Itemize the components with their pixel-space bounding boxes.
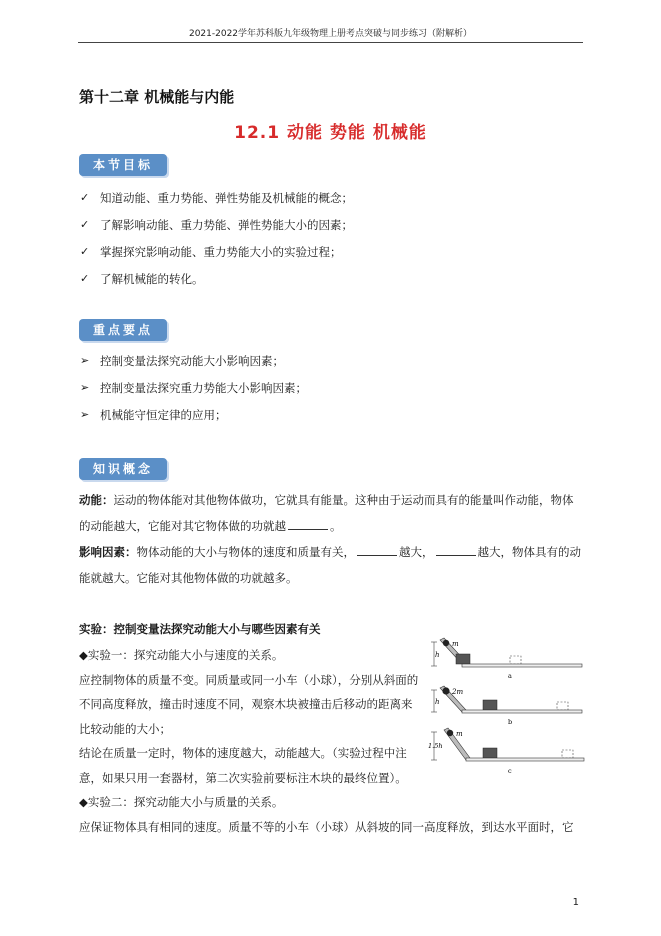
lesson-title: 12.1 动能 势能 机械能 — [234, 123, 427, 143]
arrow-bullet-icon: ➢ — [80, 408, 90, 421]
kinetic-energy-experiment-figure — [428, 634, 586, 776]
fill-blank[interactable] — [288, 517, 328, 530]
goals-list — [80, 189, 353, 297]
mass-label: m — [452, 640, 459, 648]
mass-label: 2m — [452, 688, 464, 696]
height-label: h — [435, 698, 440, 706]
checkmark-icon: ✓ — [80, 245, 90, 258]
figure-panel-b — [431, 686, 582, 726]
panel-caption: b — [508, 718, 513, 726]
page-header: 2021-2022学年苏科版九年级物理上册考点突破与同步练习（附解析） — [78, 26, 583, 43]
experiment-one-text: ◆实验一：探究动能大小与速度的关系。 应控制物体的质量不变。同质量或同一小车（小球），分别从斜面的 不同高度释放，撞击时速度不同，观察木块被撞击后移动的距离来 比较动能的大小； — [79, 643, 424, 741]
ball-icon — [443, 640, 449, 646]
panel-caption: c — [508, 767, 512, 775]
wood-block — [456, 654, 470, 664]
height-label: h — [435, 651, 440, 659]
list-item: ➢ 机械能守恒定律的应用； — [80, 408, 227, 422]
goals-section-badge: 本节目标 — [79, 154, 167, 176]
checkmark-icon: ✓ — [80, 272, 90, 285]
ball-icon — [442, 687, 449, 694]
arrow-bullet-icon: ➢ — [80, 381, 90, 394]
checkmark-icon: ✓ — [80, 191, 90, 204]
keypoints-section-badge: 重点要点 — [79, 319, 167, 341]
checkmark-icon: ✓ — [80, 218, 90, 231]
wood-block — [483, 700, 497, 710]
ball-icon — [447, 730, 453, 736]
kinetic-energy-paragraph: 动能：运动的物体能对其他物体做功，它就具有能量。这种由于运动而具有的能量叫作动能，物体 的动能越大，它能对其它物体做的功就越 。 — [79, 493, 574, 533]
keypoints-list — [80, 352, 307, 433]
list-item: ✓ 了解影响动能、重力势能、弹性势能大小的因素； — [80, 218, 353, 232]
list-item: ➢ 控制变量法探究动能大小影响因素； — [80, 354, 284, 368]
figure-panel-a — [431, 638, 582, 680]
factors-paragraph: 影响因素：物体动能的大小与物体的速度和质量有关， 越大， 越大，物体具有的动 能就越大。它能对其他物体做的功就越多。 — [79, 545, 581, 585]
list-item: ✓ 了解机械能的转化。 — [80, 272, 204, 286]
mass-label: m — [456, 730, 463, 738]
list-item: ✓ 掌握探究影响动能、重力势能大小的实验过程； — [80, 245, 342, 259]
arrow-bullet-icon: ➢ — [80, 354, 90, 367]
fill-blank[interactable] — [436, 543, 476, 556]
experiment-two-title: ◆实验二：探究动能大小与质量的关系。 — [79, 795, 284, 809]
kinetic-label: 动能： — [79, 493, 114, 507]
experiment-one-title: ◆实验一：探究动能大小与速度的关系。 — [79, 648, 284, 662]
list-item: ➢ 控制变量法探究重力势能大小影响因素； — [80, 381, 307, 395]
wood-block — [483, 748, 497, 758]
fill-blank[interactable] — [357, 543, 397, 556]
height-label: 1.5h — [428, 742, 443, 750]
page-number: 1 — [572, 897, 579, 908]
panel-caption: a — [508, 672, 512, 680]
list-item: ✓ 知道动能、重力势能、弹性势能及机械能的概念； — [80, 191, 353, 205]
chapter-title: 第十二章 机械能与内能 — [79, 88, 235, 106]
factor-label: 影响因素： — [79, 545, 137, 559]
concepts-section-badge: 知识概念 — [79, 458, 167, 480]
experiment-title: 实验：控制变量法探究动能大小与哪些因素有关 — [79, 622, 321, 636]
figure-panel-c — [428, 728, 584, 775]
experiment-conclusion-text: 结论在质量一定时，物体的速度越大，动能越大。（实验过程中注 意，如果只用一套器材，第二次实验前要标注木块的最终位置）。 ◆实验二：探究动能大小与质量的关系。 应保证物体具有相同的速度。质量不等的小车（小球）从斜坡的同一高度释放，到达水平面时，它 — [79, 741, 584, 839]
